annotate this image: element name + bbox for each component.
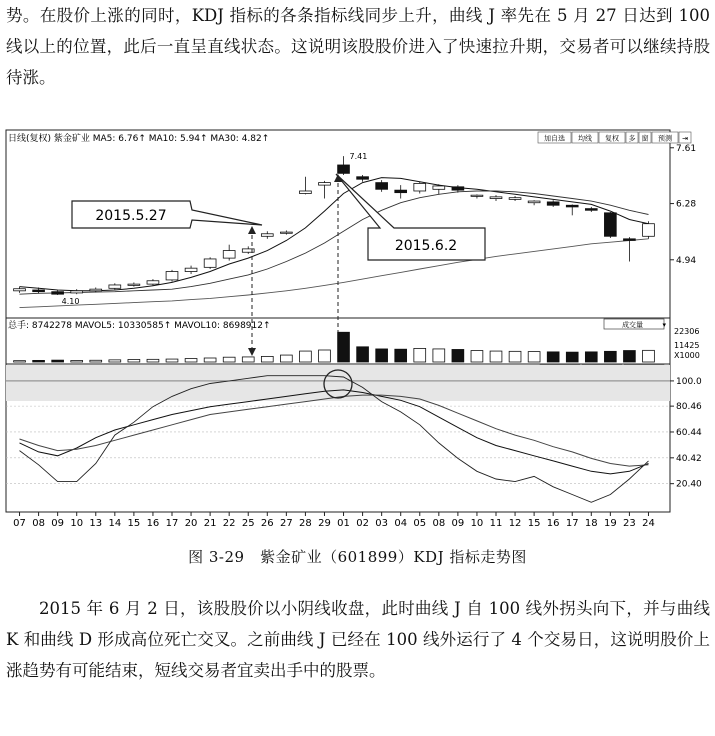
x-axis-labels	[13, 512, 655, 529]
candle-body-27	[528, 201, 540, 203]
candle-body-22	[433, 186, 445, 189]
volume-header: 总手: 8742278 MAVOL5: 10330585↑ MAVOL10: 8698912↑	[8, 321, 271, 331]
volume-axis	[674, 327, 700, 360]
candle-body-14	[280, 232, 292, 233]
x-tick-label-12: 25	[241, 518, 255, 529]
volume-bar-29	[566, 352, 578, 362]
candle-body-26	[509, 198, 521, 200]
candle-5	[109, 283, 121, 290]
volume-bar-31	[604, 351, 616, 362]
candle-31	[604, 212, 616, 238]
x-tick-label-6: 15	[127, 518, 141, 529]
volume-bar-30	[585, 352, 597, 362]
volume-dropdown-label: 成交量	[622, 321, 643, 329]
x-tick-label-13: 26	[260, 518, 274, 529]
x-tick-label-9: 20	[184, 518, 198, 529]
volume-bars	[14, 332, 655, 362]
x-tick-label-11: 22	[222, 518, 236, 529]
volume-bar-19	[376, 349, 388, 362]
x-tick-label-29: 17	[565, 518, 579, 529]
price-axis	[670, 144, 696, 266]
volume-bar-18	[357, 347, 369, 362]
x-tick-label-19: 03	[375, 518, 389, 529]
x-tick-label-1: 08	[32, 518, 45, 529]
toolbar-button-label-5: 预测	[658, 134, 672, 143]
volume-bar-4	[90, 360, 102, 362]
volume-bar-3	[71, 361, 83, 362]
candle-6	[128, 282, 140, 286]
x-tick-label-7: 16	[146, 518, 160, 529]
kdj-tick-label-1: 80.46	[676, 402, 702, 413]
candle-body-13	[261, 234, 273, 237]
candle-11	[223, 245, 235, 261]
paragraph-top: 势。在股价上涨的同时，KDJ 指标的各条指标线同步上升，曲线 J 率先在 5 月 27 日达到 100 线以上的位置，此后一直呈直线状态。这说明该股股价进入了快速拉升期，交易者可以继续持股待涨。	[6, 6, 710, 87]
x-tick-label-3: 10	[70, 518, 84, 529]
volume-bar-32	[624, 351, 636, 362]
candle-body-3	[71, 291, 83, 293]
annotation-label-5-27: 2015.5.27	[95, 208, 167, 224]
volume-axis-label-0: 22306	[674, 327, 700, 336]
candle-33	[643, 221, 655, 239]
candle-28	[547, 200, 559, 207]
candle-body-29	[566, 205, 578, 207]
kdj-tick-label-3: 40.42	[676, 453, 702, 464]
price-tick-label-1: 6.28	[676, 199, 697, 210]
volume-bar-28	[547, 352, 559, 362]
candle-0	[14, 287, 26, 293]
volume-bar-11	[223, 357, 235, 362]
volume-bar-25	[490, 351, 502, 362]
candle-27	[528, 200, 540, 205]
x-tick-label-14: 27	[279, 518, 293, 529]
paragraph-bottom: 2015 年 6 月 2 日，该股股价以小阴线收盘，此时曲线 J 自 100 线外拐头向下，并与曲线 K 和曲线 D 形成高位死亡交叉。之前曲线 J 已经在 100 线外运行了 4 个交易日，这说明股价上涨趋势有可能结束，短线交易者宜卖出手中的股票。	[6, 599, 710, 680]
candle-body-15	[300, 191, 312, 194]
price-header: 日线(复权) 紫金矿业 MA5: 6.76↑ MA10: 5.94↑ MA30: 4.82↑	[8, 134, 270, 144]
x-tick-label-2: 09	[51, 518, 65, 529]
toolbar-button-label-0: 加自选	[544, 134, 565, 143]
x-tick-label-17: 01	[337, 518, 350, 529]
candle-24	[471, 194, 483, 198]
volume-bar-26	[509, 351, 521, 362]
candle-body-1	[33, 290, 45, 292]
x-tick-label-15: 28	[299, 518, 312, 529]
volume-bar-12	[242, 357, 254, 362]
volume-bar-17	[338, 332, 350, 362]
volume-bar-22	[433, 349, 445, 362]
candle-16	[319, 181, 331, 199]
toolbar-button-label-2: 复权	[605, 134, 619, 143]
candle-body-20	[395, 190, 407, 193]
kdj-chart-figure	[0, 128, 702, 530]
candle-body-7	[147, 281, 159, 284]
toolbar-button-label-6: ⇥	[682, 134, 688, 143]
candle-body-5	[109, 285, 121, 288]
volume-axis-label-1: 11425	[674, 341, 700, 350]
candle-body-30	[585, 209, 597, 211]
candle-body-24	[471, 195, 483, 196]
x-tick-label-22: 08	[432, 518, 446, 529]
annotation-2015-5-27	[72, 201, 262, 228]
volume-bar-21	[414, 348, 426, 362]
volume-bar-6	[128, 359, 140, 362]
candle-body-23	[452, 187, 464, 190]
toolbar-button-label-4: 窗	[641, 134, 649, 143]
high-price-label: 7.41	[349, 152, 368, 162]
x-tick-label-25: 11	[489, 518, 503, 529]
candle-25	[490, 195, 502, 201]
x-tick-label-33: 24	[642, 518, 655, 529]
candle-body-31	[604, 213, 616, 236]
x-tick-label-28: 16	[546, 518, 560, 529]
x-tick-label-16: 29	[318, 518, 331, 529]
x-tick-label-30: 18	[584, 518, 598, 529]
volume-bar-33	[643, 350, 655, 362]
price-tick-label-2: 4.94	[676, 255, 697, 266]
x-tick-label-31: 19	[603, 518, 617, 529]
x-tick-label-8: 17	[165, 518, 179, 529]
volume-bar-13	[261, 356, 273, 362]
price-tick-label-0: 7.61	[676, 143, 697, 154]
volume-bar-27	[528, 352, 540, 362]
x-tick-label-5: 14	[108, 518, 122, 529]
candle-29	[566, 204, 578, 215]
candle-15	[300, 177, 312, 195]
x-tick-label-20: 04	[394, 518, 408, 529]
volume-bar-16	[319, 350, 331, 362]
toolbar-button-label-3: 多	[628, 134, 636, 143]
volume-bar-15	[300, 351, 312, 362]
candle-body-11	[223, 251, 235, 259]
chart-toolbar	[538, 132, 691, 143]
candle-body-19	[376, 183, 388, 190]
candle-body-8	[166, 272, 178, 280]
x-tick-label-10: 21	[203, 518, 217, 529]
volume-bar-1	[33, 360, 45, 362]
chevron-down-icon: ▾	[662, 321, 666, 329]
candle-19	[376, 180, 388, 192]
x-tick-label-21: 05	[413, 518, 427, 529]
candle-body-0	[14, 289, 26, 291]
candle-3	[71, 289, 83, 294]
volume-axis-label-2: X1000	[674, 351, 700, 360]
candle-20	[395, 185, 407, 198]
volume-bar-2	[52, 360, 64, 362]
annotation-label-6-2: 2015.6.2	[394, 238, 458, 254]
x-tick-label-32: 23	[623, 518, 636, 529]
candle-body-6	[128, 284, 140, 285]
candle-17	[338, 156, 350, 175]
x-tick-label-26: 12	[508, 518, 522, 529]
kdj-tick-label-2: 60.44	[676, 427, 702, 438]
x-tick-label-23: 09	[451, 518, 465, 529]
volume-bar-9	[185, 359, 197, 362]
candle-14	[280, 230, 292, 234]
candle-18	[357, 175, 369, 182]
volume-bar-23	[452, 349, 464, 362]
x-tick-label-4: 13	[89, 518, 103, 529]
candle-body-9	[185, 268, 197, 271]
x-tick-label-18: 02	[356, 518, 369, 529]
candle-body-18	[357, 177, 369, 180]
candle-body-2	[52, 292, 64, 295]
candle-22	[433, 184, 445, 194]
candle-10	[204, 257, 216, 269]
candle-13	[261, 231, 273, 239]
candle-2	[52, 290, 64, 295]
x-tick-label-0: 07	[13, 518, 26, 529]
x-tick-label-27: 15	[527, 518, 541, 529]
candle-32	[624, 237, 636, 261]
candle-body-28	[547, 202, 559, 205]
candle-body-21	[414, 183, 426, 191]
candle-body-4	[90, 289, 102, 291]
volume-bar-20	[395, 349, 407, 362]
ma30-line	[20, 239, 649, 308]
candle-8	[166, 270, 178, 282]
candle-body-17	[338, 165, 350, 173]
figure-caption: 图 3-29 紫金矿业（601899）KDJ 指标走势图	[188, 548, 527, 566]
volume-bar-24	[471, 351, 483, 362]
volume-bar-8	[166, 359, 178, 362]
volume-bar-0	[14, 361, 26, 362]
volume-bar-7	[147, 359, 159, 362]
kdj-tick-label-4: 20.40	[676, 479, 702, 490]
candle-21	[414, 182, 426, 194]
candle-body-33	[643, 224, 655, 237]
candle-body-16	[319, 183, 331, 186]
volume-bar-14	[280, 355, 292, 362]
candle-26	[509, 196, 521, 201]
candle-30	[585, 207, 597, 212]
low-price-label: 4.10	[61, 297, 80, 307]
candle-body-32	[624, 239, 636, 241]
toolbar-button-label-1: 均线	[578, 134, 592, 143]
candle-body-10	[204, 259, 216, 267]
ma5-line	[20, 178, 649, 291]
candle-9	[185, 266, 197, 274]
kdj-tick-label-0: 100.0	[676, 376, 702, 387]
x-tick-label-24: 10	[470, 518, 484, 529]
volume-bar-10	[204, 358, 216, 362]
volume-bar-5	[109, 360, 121, 362]
candle-body-25	[490, 197, 502, 199]
